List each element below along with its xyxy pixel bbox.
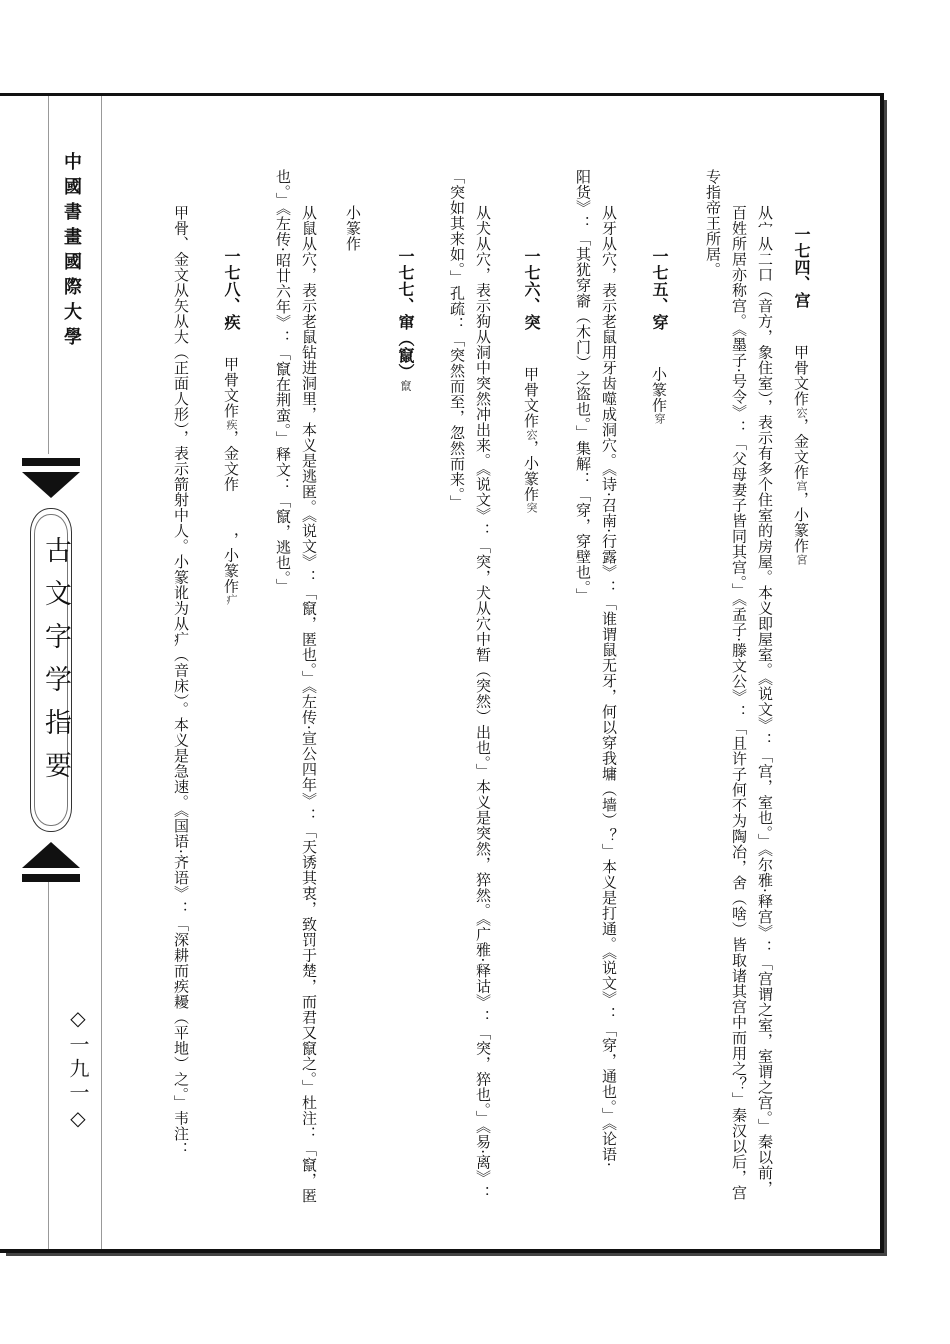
ancient-glyph: 穿: [653, 413, 666, 425]
university-name: 中國書畫國際大學: [61, 152, 82, 352]
entry-177-heading-line: [394, 248, 416, 392]
entry-line: 百姓所居亦称宫。《墨子·号令》：「父母妻子皆同其宫。」《孟子·滕文公》：「且许子何不为陶冶，舍（啥）皆取诸其宫中而用之？」秦汉以后，宫: [730, 205, 748, 1201]
entry-176-heading-line: [520, 248, 542, 514]
ancient-glyph: 疾: [225, 418, 238, 430]
entry-line: 从宀从二口（音方，象住室），表示有多个住室的房屋。本义即屋室。《说文》：「宫，室也。」《尔雅·释宫》：「宫谓之室，室谓之宫。」秦以前，: [756, 205, 774, 1196]
entry-line: 专指帝王所居。: [704, 169, 722, 278]
page-frame-top: [0, 93, 884, 96]
ancient-glyph: 宫: [795, 480, 808, 492]
ancient-glyph: 㝐: [525, 428, 538, 440]
entry-178-heading-line: [220, 248, 242, 606]
ancient-glyph: 㝐: [795, 406, 808, 418]
entry-forms: 甲骨文作: [792, 344, 810, 407]
ancient-glyph: 竄: [399, 380, 412, 392]
entry-forms: ，金文作: [222, 430, 240, 492]
ancient-glyph: 突: [525, 502, 538, 514]
cartouche-bar-top: [22, 458, 80, 466]
ancient-glyph: 疒: [225, 594, 238, 606]
entry-heading: 一七七、窜（竄）: [396, 248, 415, 380]
entry-heading: 一七四、宫: [792, 226, 811, 309]
sidebar-rule-lower: [48, 880, 49, 1249]
entry-forms: 小篆作: [650, 366, 668, 413]
entry-line: 甲骨、金文从矢从大（正面人形），表示箭射中人。小篆讹为从疒（音床）。本义是急速。《国语·齐语》：「深耕而疾耰（平地）之。」韦注：: [172, 205, 190, 1157]
entry-heading: 一七八、疾: [222, 248, 241, 331]
cartouche-chevron-bottom: [22, 842, 80, 868]
entry-line: 从犬从穴，表示狗从洞中突然冲出来。《说文》：「突，犬从穴中暂（突然）出也。」本义是突然，猝然。《广雅·释诂》：「突，猝也。」《易·离》：: [474, 205, 492, 1202]
cartouche-bar-bottom: [22, 874, 80, 882]
entry-line: 阳货》：「其犹穿窬（木门）之盗也。」集解：「穿，穿壁也。」: [574, 169, 592, 604]
book-title: 古文字学指要: [40, 536, 71, 794]
entry-forms: 甲骨文作: [522, 366, 540, 429]
entry-175-heading-line: [648, 248, 670, 425]
entry-forms: 甲骨文作: [222, 356, 240, 419]
entry-forms: ，小篆作: [222, 532, 240, 594]
entry-forms: 小篆作: [344, 205, 362, 252]
book-title-cartouche: [22, 458, 80, 882]
page-number: ◇一九一◇: [66, 1006, 90, 1134]
sidebar-rule-upper: [48, 96, 49, 454]
gutter-divider: [101, 96, 102, 1249]
entry-line: 也。」《左传·昭廿六年》：「竄在荆蛮。」释文：「竄，逃也。」: [274, 169, 292, 594]
entry-line: 从牙从穴，表示老鼠用牙齿噬成洞穴。《诗·召南·行露》：「谁谓鼠无牙，何以穿我墉（墙）？」本义是打通。《说文》：「穿，通也。」《论语·: [600, 205, 618, 1168]
page-shadow-right: [884, 100, 887, 1256]
entry-heading: 一七五、穿: [650, 248, 669, 331]
entry-heading: 一七六、突: [522, 248, 541, 331]
entry-line: 从鼠从穴，表示老鼠钻进洞里，本义是逃匿。《说文》：「竄，匿也。」《左传·宣公四年》：「天诱其衷，致罚于楚，而君又竄之。」杜注：「竄，匿: [300, 205, 318, 1204]
entry-forms: ，小篆作: [792, 491, 810, 554]
entry-forms: ，金文作: [792, 418, 810, 480]
entry-forms: ，小篆作: [522, 440, 540, 502]
entry-line: 「突如其来如。」孔疏：「突然而至，忽然而来。」: [448, 169, 466, 511]
entry-174-heading-line: [790, 226, 812, 565]
ancient-glyph: 宮: [795, 553, 808, 565]
page-shadow-bottom: [6, 1253, 887, 1256]
cartouche-chevron-top: [22, 472, 80, 498]
